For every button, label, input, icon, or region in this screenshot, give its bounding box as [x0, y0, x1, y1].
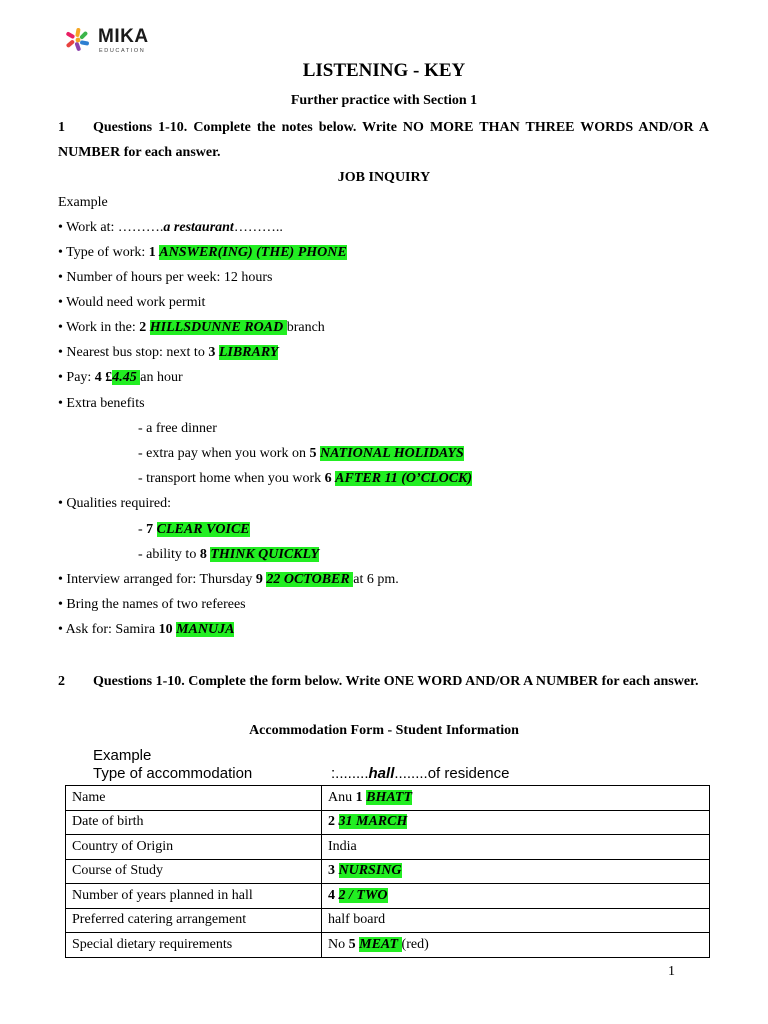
note-text: • Qualities required:	[58, 496, 171, 511]
answer-highlight: 22 OCTOBER	[266, 572, 354, 587]
field-label: Preferred catering arrangement	[66, 908, 322, 933]
answer-highlight: NATIONAL HOLIDAYS	[319, 446, 464, 461]
field-value	[322, 884, 710, 909]
example-answer: a restaurant	[163, 220, 234, 235]
mika-logo-icon	[62, 26, 96, 56]
answer-highlight: MANUJA	[176, 622, 235, 637]
section1-heading: JOB INQUIRY	[337, 170, 431, 185]
table-row	[66, 884, 710, 909]
field-value	[322, 859, 710, 884]
note-text: an hour	[140, 370, 183, 385]
note-line	[58, 494, 171, 514]
note-text: • Would need work permit	[58, 295, 206, 310]
note-text: - ability to	[138, 547, 200, 562]
question-number: 2	[328, 814, 339, 830]
note-line	[58, 570, 399, 590]
value-text: India	[328, 838, 357, 854]
table-row	[66, 859, 710, 884]
note-text: -	[138, 522, 147, 537]
note-line	[138, 444, 464, 464]
value-text: (red)	[401, 936, 429, 952]
answer-highlight: ANSWER(ING) (THE) PHONE	[159, 245, 347, 260]
note-text: at 6 pm.	[353, 572, 399, 587]
note-line	[58, 394, 145, 414]
note-text: • Work in the:	[58, 320, 140, 335]
note-text: • Extra benefits	[58, 396, 145, 411]
answer-highlight: THINK QUICKLY	[210, 547, 320, 562]
field-label: Course of Study	[66, 859, 322, 884]
question-number: 6	[324, 471, 336, 486]
table-row	[66, 810, 710, 835]
value-text: half board	[328, 912, 386, 928]
table-row	[66, 835, 710, 860]
page-number: 1	[668, 964, 675, 979]
value-text: Anu	[328, 789, 356, 805]
page-subtitle: Further practice with Section 1	[290, 93, 478, 108]
section2-example-label: Example	[93, 747, 152, 764]
logo-text: MIKA	[98, 26, 149, 47]
answer-highlight: MEAT	[359, 936, 402, 952]
question-number: 9	[255, 572, 267, 587]
example2-prefix: :........	[331, 765, 369, 782]
note-text: • Number of hours per week: 12 hours	[58, 270, 273, 285]
field-value	[322, 810, 710, 835]
question-number: 3	[328, 863, 339, 879]
note-text: • Ask for: Samira	[58, 622, 159, 637]
accommodation-form-table	[65, 785, 710, 958]
note-line	[138, 545, 319, 565]
section2-example-field: Type of accommodation	[93, 765, 253, 782]
answer-highlight: 4.45	[112, 370, 141, 385]
section2-example-value	[331, 765, 509, 782]
question-number: 7	[146, 522, 157, 537]
question-number: 1	[148, 245, 160, 260]
answer-highlight: 2 / TWO	[338, 887, 388, 903]
table-row	[66, 908, 710, 933]
note-line	[58, 343, 278, 363]
note-text: - transport home when you work	[138, 471, 325, 486]
note-line	[58, 318, 325, 338]
question-number: 4	[328, 887, 339, 903]
field-label: Date of birth	[66, 810, 322, 835]
question-number: 5	[348, 936, 360, 952]
note-text: • Type of work:	[58, 245, 149, 260]
field-label: Name	[66, 786, 322, 811]
question-number: 10	[158, 622, 177, 637]
field-value	[322, 933, 710, 958]
note-text: • Pay:	[58, 370, 95, 385]
note-line	[138, 419, 217, 439]
note-line	[58, 268, 272, 288]
field-label: Special dietary requirements	[66, 933, 322, 958]
section2-instruction-text: Questions 1-10. Complete the form below. Write ONE WORD AND/OR A NUMBER for each answer.	[93, 674, 699, 689]
note-text: branch	[286, 320, 325, 335]
note-line	[58, 293, 205, 313]
answer-highlight: AFTER 11 (O’CLOCK)	[335, 471, 473, 486]
field-value	[322, 908, 710, 933]
section1-instruction	[58, 115, 709, 165]
section2-heading: Accommodation Form - Student Information	[249, 723, 519, 738]
example2-suffix: ........of residence	[394, 765, 510, 782]
question-number: 8	[199, 547, 211, 562]
field-label: Number of years planned in hall	[66, 884, 322, 909]
note-text: • Nearest bus stop: next to	[58, 345, 209, 360]
note-text: - extra pay when you work on	[138, 446, 310, 461]
table-row	[66, 786, 710, 811]
answer-highlight: NURSING	[338, 863, 402, 879]
question-number: 4 £	[94, 370, 113, 385]
question-number: 2	[139, 320, 150, 335]
question-number: 1	[355, 789, 367, 805]
logo-subtext: EDUCATION	[99, 48, 146, 54]
note-text: - a free dinner	[138, 421, 217, 436]
note-line	[138, 469, 472, 489]
note-text: • Bring the names of two referees	[58, 597, 246, 612]
field-value	[322, 786, 710, 811]
note-text: • Interview arranged for: Thursday	[58, 572, 256, 587]
answer-highlight: CLEAR VOICE	[156, 522, 250, 537]
question-number: 5	[309, 446, 320, 461]
example-prefix: • Work at: ……….	[58, 220, 164, 235]
section2-instruction	[58, 669, 709, 694]
answer-highlight: LIBRARY	[218, 345, 279, 360]
table-row	[66, 933, 710, 958]
value-text: No	[328, 936, 349, 952]
mika-logo	[62, 24, 162, 58]
section1-example-label: Example	[58, 195, 108, 210]
question-number: 3	[208, 345, 219, 360]
note-line	[58, 620, 234, 640]
example-suffix: ………..	[233, 220, 283, 235]
answer-highlight: BHATT	[366, 789, 413, 805]
note-line	[58, 368, 183, 388]
section1-example-line	[58, 218, 283, 238]
note-line	[58, 595, 246, 615]
note-line	[58, 243, 347, 263]
example2-answer: hall	[368, 765, 395, 782]
note-line	[138, 520, 250, 540]
section2-number: 2	[58, 674, 65, 689]
field-label: Country of Origin	[66, 835, 322, 860]
answer-highlight: 31 MARCH	[338, 814, 408, 830]
field-value	[322, 835, 710, 860]
section1-number: 1	[58, 120, 65, 135]
page-title: LISTENING - KEY	[302, 60, 466, 81]
answer-highlight: HILLSDUNNE ROAD	[149, 320, 287, 335]
section1-instruction-text: Questions 1-10. Complete the notes below. Write NO MORE THAN THREE WORDS AND/OR A NUMBER for each answer.	[58, 120, 709, 160]
